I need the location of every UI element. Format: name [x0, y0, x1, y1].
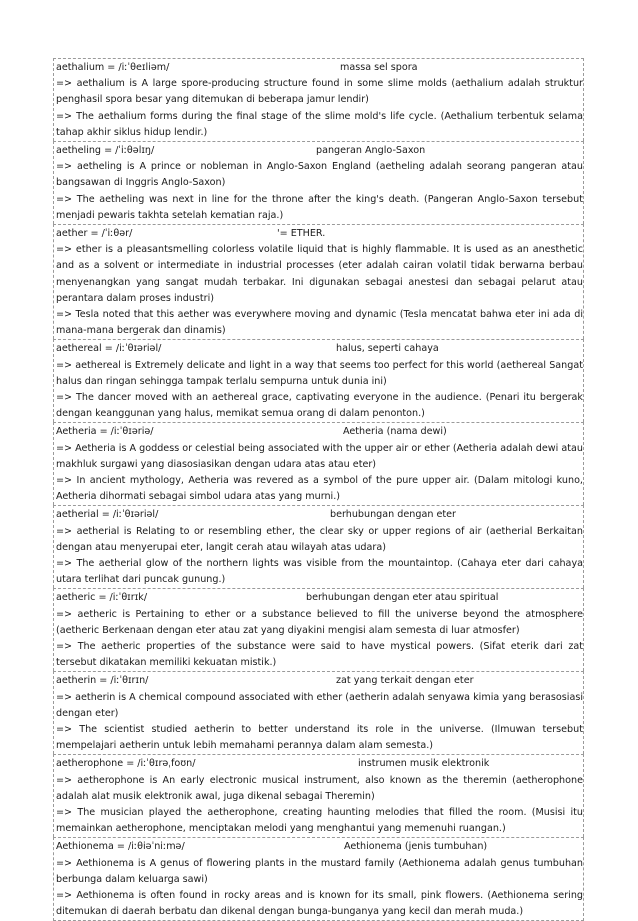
entry-term: aetherial = /iːˈθɪəriəl/	[56, 509, 159, 521]
entry-aether	[53, 224, 584, 339]
entry-aetheling	[53, 141, 584, 224]
entry-term: aethalium = /iːˈθeɪliəm/	[56, 62, 170, 73]
entry-aetherin	[53, 671, 584, 754]
entry-translation: berhubungan dengan eter	[330, 509, 456, 521]
entry-example: => Aethionema is often found in rocky areas and is known for its small, pink flowers. (Aethionema sering ditemukan di daerah berbatu dan dikenal dengan bunga-bunganya yang kecil dan merah muda.)	[56, 890, 583, 918]
entry-term: Aetheria = /iːˈθɪəriə/	[56, 426, 154, 438]
entry-translation: berhubungan dengan eter atau spiritual	[306, 592, 499, 604]
entry-term: aetherophone = /iːˈθɪrəˌfoʊn/	[56, 758, 196, 770]
entry-example: => The scientist studied aetherin to better understand its role in the universe. (Ilmuwan tersebut mempelajari aetherin untuk lebih memahami perannya dalam alam semesta.)	[56, 724, 583, 752]
entry-definition: => aetherophone is An early electronic musical instrument, also known as the theremin (aetherophone adalah alat musik elektronik awal, juga dikenal sebagai Theremin)	[56, 774, 583, 802]
entry-definition: => aetherin is A chemical compound associated with ether (aetherin adalah senyawa kimia yang berasosiasi dengan eter)	[56, 691, 583, 719]
entry-header	[56, 60, 583, 76]
entry-header	[56, 839, 583, 855]
entry-example: => The aetherial glow of the northern lights was visible from the mountaintop. (Cahaya eter dari cahaya utara terlihat dari puncak gunung.)	[56, 558, 583, 586]
entry-translation: '= ETHER.	[277, 228, 326, 239]
entry-example: => In ancient mythology, Aetheria was revered as a symbol of the pure upper air. (Dalam mitologi kuno, Aetheria dihormati sebagai simbol udara atas yang murni.)	[56, 475, 583, 503]
entry-header	[56, 341, 583, 357]
entry-aethionema	[53, 837, 584, 921]
entry-translation: Aethionema (jenis tumbuhan)	[344, 841, 488, 853]
entry-header	[56, 424, 583, 440]
entry-translation: massa sel spora	[340, 62, 418, 73]
entry-example: => The aethalium forms during the final stage of the slime mold's life cycle. (Aethalium terbentuk selama tahap akhir siklus hidup lendir.)	[56, 110, 583, 138]
glossary-page	[53, 58, 584, 921]
entry-translation: zat yang terkait dengan eter	[336, 675, 474, 687]
entry-term: aether = /ˈiːθər/	[56, 228, 133, 239]
entry-translation: instrumen musik elektronik	[358, 758, 490, 770]
entry-translation: halus, seperti cahaya	[336, 343, 439, 355]
entry-example: => The dancer moved with an aethereal grace, captivating everyone in the audience. (Penari itu bergerak dengan keanggunan yang halus, memikat semua orang di dalam penonton.)	[56, 392, 583, 420]
entry-term: aetheling = /ˈiːθəlɪŋ/	[56, 145, 155, 156]
entry-definition: => aetheric is Pertaining to ether or a substance believed to fill the universe beyond the atmosphere (aetheric Berkenaan dengan eter atau zat yang diyakini mengisi alam semesta di luar atmosfer)	[56, 608, 583, 636]
entry-translation: pangeran Anglo-Saxon	[316, 145, 426, 156]
entry-header	[56, 226, 583, 242]
entry-translation: Aetheria (nama dewi)	[343, 426, 447, 438]
entry-example: => The aetheric properties of the substance were said to have mystical powers. (Sifat eterik dari zat tersebut dikatakan memiliki kekuatan mistik.)	[56, 641, 583, 669]
entry-example: => Tesla noted that this aether was everywhere moving and dynamic (Tesla mencatat bahwa eter ini ada di mana-mana bergerak dan dinamis)	[56, 309, 583, 337]
entry-definition: => aethalium is A large spore-producing structure found in some slime molds (aethalium adalah struktur penghasil spora besar yang ditemukan di beberapa jamur lendir)	[56, 78, 583, 106]
entry-aetheric	[53, 588, 584, 671]
entry-aethereal	[53, 339, 584, 422]
entry-header	[56, 507, 583, 523]
entry-header	[56, 756, 583, 772]
entry-definition: => Aethionema is A genus of flowering plants in the mustard family (Aethionema adalah genus tumbuhan berbunga dalam keluarga sawi)	[56, 857, 583, 885]
entry-definition: => aetherial is Relating to or resembling ether, the clear sky or upper regions of air (aetherial Berkaitan dengan atau menyerupai eter, langit cerah atau wilayah atas udara)	[56, 525, 583, 553]
entry-term: aetherin = /iːˈθɪrɪn/	[56, 675, 149, 687]
entry-aetherial	[53, 505, 584, 588]
entry-definition: => Aetheria is A goddess or celestial being associated with the upper air or ether (Aetheria adalah dewi atau makhluk surgawi yang diasosiasikan dengan udara atas atau eter)	[56, 442, 583, 470]
entry-aetherophone	[53, 754, 584, 837]
entry-aetheria	[53, 422, 584, 505]
entry-definition: => aethereal is Extremely delicate and light in a way that seems too perfect for this world (aethereal Sangat halus dan ringan sehingga tampak terlalu sempurna untuk dunia ini)	[56, 359, 583, 387]
entry-header	[56, 143, 583, 159]
entry-term: aetheric = /iːˈθɪrɪk/	[56, 592, 148, 604]
entry-aethalium	[53, 58, 584, 141]
entry-term: aethereal = /iːˈθɪəriəl/	[56, 343, 162, 355]
entry-term: Aethionema = /iːθiəˈniːmə/	[56, 841, 185, 853]
entry-example: => The musician played the aetherophone, creating haunting melodies that filled the room. (Musisi itu memainkan aetherophone, menciptakan melodi yang menghantui yang memenuhi ruangan.)	[56, 807, 583, 835]
entry-header	[56, 673, 583, 689]
entry-definition: => ether is a pleasantsmelling colorless volatile liquid that is highly flammable. It is used as an anesthetic and as a solvent or intermediate in industrial processes (eter adalah cairan volatil tidak berwarna berbau menyenangkan yang sangat mudah terbakar. Ini digunakan sebagai anestesi dan sebagai pelarut atau perantara dalam proses industri)	[56, 244, 583, 304]
entry-header	[56, 590, 583, 606]
entry-definition: => aetheling is A prince or nobleman in Anglo-Saxon England (aetheling adalah seorang pangeran atau bangsawan di Inggris Anglo-Saxon)	[56, 161, 583, 189]
entry-example: => The aetheling was next in line for the throne after the king's death. (Pangeran Anglo-Saxon tersebut menjadi pewaris takhta setelah kematian raja.)	[56, 193, 583, 221]
